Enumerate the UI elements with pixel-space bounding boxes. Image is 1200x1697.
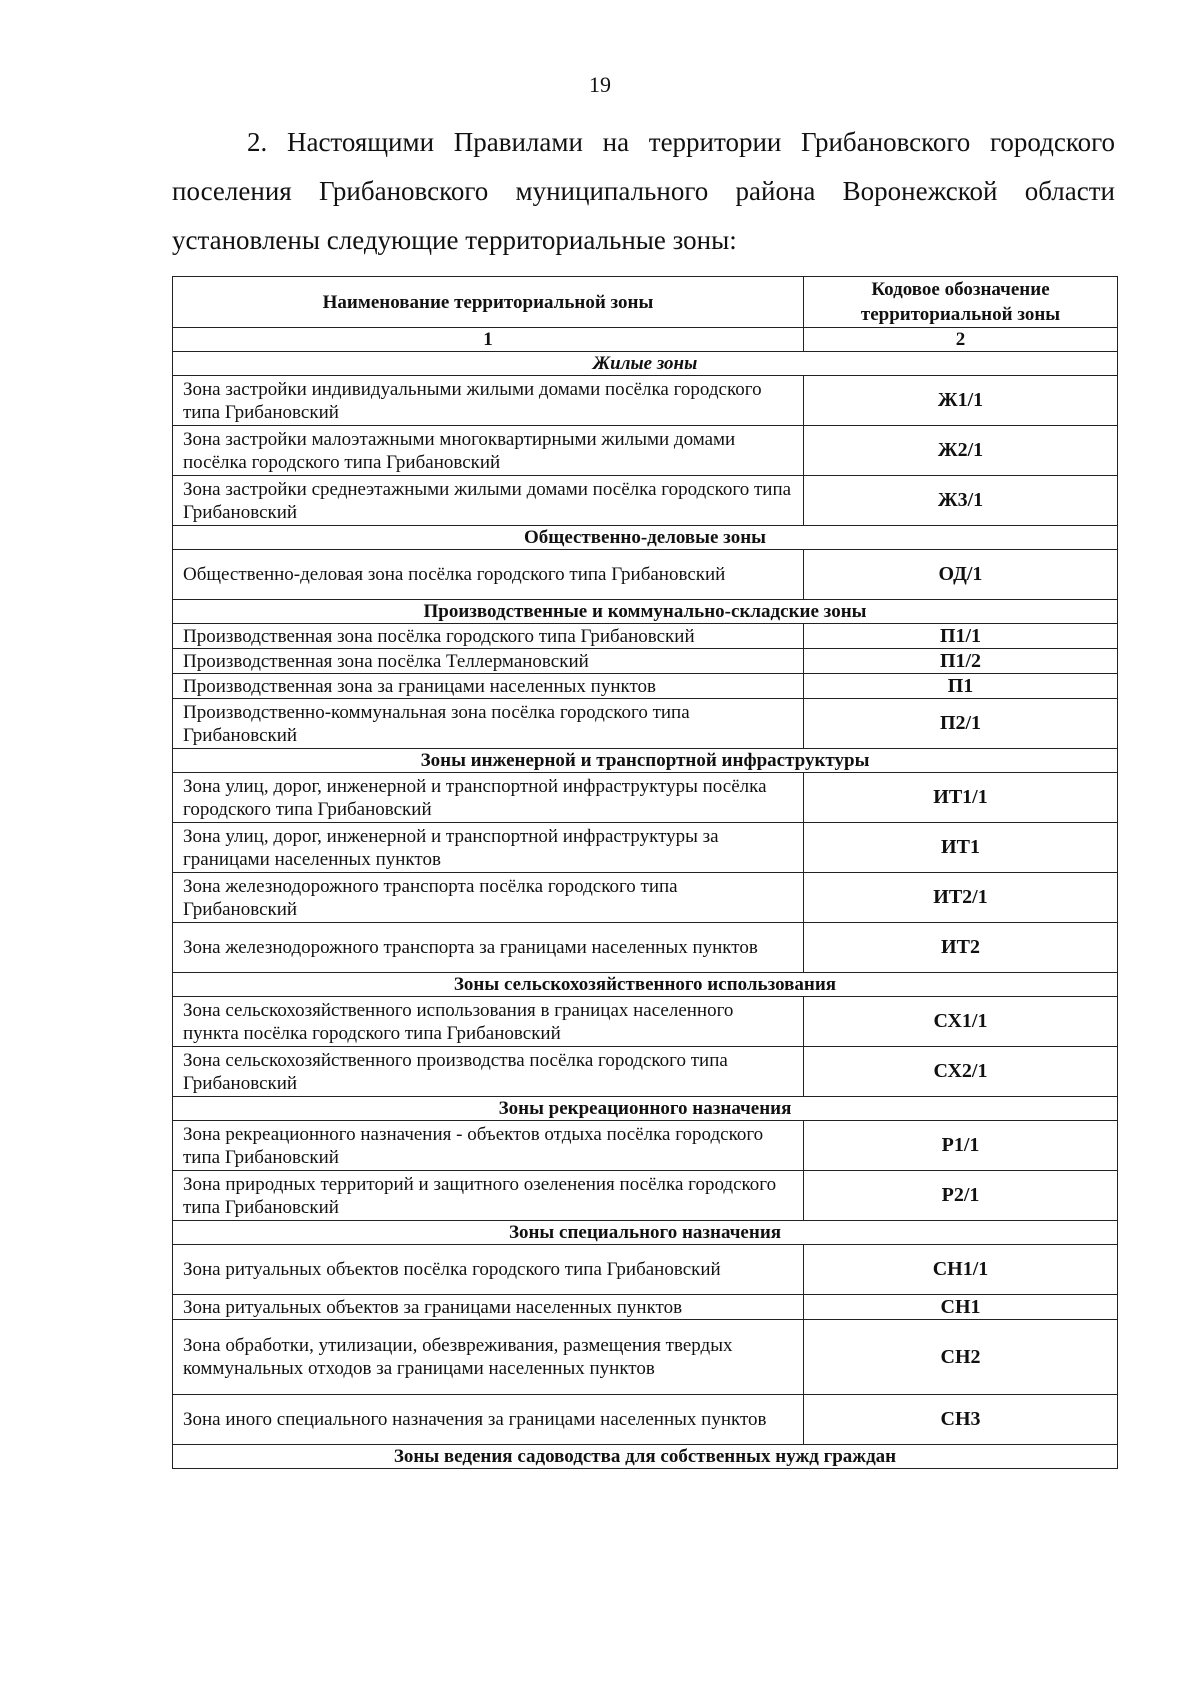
section-row [173,526,1118,550]
zone-code: ИТ1 [804,823,1118,873]
zone-name: Зона рекреационного назначения - объектов отдыха посёлка городского типа Грибановский [173,1121,804,1171]
zone-name: Производственная зона посёлка городского типа Грибановский [173,624,804,649]
intro-paragraph: 2. Настоящими Правилами на территории Грибановского городского поселения Грибановского муниципального района Воронежской области установлены следующие территориальные зоны: [172,127,1115,255]
zones-table-body [173,328,1118,1469]
column-number-2: 2 [804,328,1118,352]
table-row [173,997,1118,1047]
zone-code: СХ2/1 [804,1047,1118,1097]
section-title: Зоны сельскохозяйственного использования [173,973,1118,997]
table-row [173,1047,1118,1097]
zone-code: ИТ1/1 [804,773,1118,823]
table-row [173,649,1118,674]
zone-name: Зона иного специального назначения за границами населенных пунктов [173,1395,804,1445]
zone-name: Зона железнодорожного транспорта посёлка городского типа Грибановский [173,873,804,923]
section-title: Производственные и коммунально-складские зоны [173,600,1118,624]
column-number-row [173,328,1118,352]
table-row [173,1121,1118,1171]
zone-name: Зона сельскохозяйственного производства посёлка городского типа Грибановский [173,1047,804,1097]
section-row [173,352,1118,376]
table-row [173,674,1118,699]
section-row [173,1221,1118,1245]
table-row [173,426,1118,476]
zone-code: СН2 [804,1320,1118,1395]
zone-name: Зона железнодорожного транспорта за границами населенных пунктов [173,923,804,973]
zone-code: ИТ2 [804,923,1118,973]
zone-name: Общественно-деловая зона посёлка городского типа Грибановский [173,550,804,600]
zone-code: ИТ2/1 [804,873,1118,923]
section-row [173,1445,1118,1469]
section-title: Общественно-деловые зоны [173,526,1118,550]
zone-name: Зона улиц, дорог, инженерной и транспортной инфраструктуры посёлка городского типа Грибановский [173,773,804,823]
zones-table [172,276,1118,1469]
zone-name: Зона ритуальных объектов посёлка городского типа Грибановский [173,1245,804,1295]
table-row [173,923,1118,973]
table-row [173,550,1118,600]
zone-name: Зона улиц, дорог, инженерной и транспортной инфраструктуры за границами населенных пунктов [173,823,804,873]
zone-code: П1/2 [804,649,1118,674]
zone-code: Р1/1 [804,1121,1118,1171]
zone-code: СН1 [804,1295,1118,1320]
zone-code: СХ1/1 [804,997,1118,1047]
table-row [173,476,1118,526]
zone-name: Производственно-коммунальная зона посёлка городского типа Грибановский [173,699,804,749]
zone-name: Производственная зона за границами населенных пунктов [173,674,804,699]
zone-code: П2/1 [804,699,1118,749]
zone-code: СН1/1 [804,1245,1118,1295]
section-row [173,1097,1118,1121]
section-row [173,973,1118,997]
zone-code: Ж3/1 [804,476,1118,526]
section-title: Зоны инженерной и транспортной инфраструктуры [173,749,1118,773]
section-title: Зоны ведения садоводства для собственных нужд граждан [173,1445,1118,1469]
section-row [173,600,1118,624]
table-row [173,376,1118,426]
zone-code: П1 [804,674,1118,699]
zone-code: П1/1 [804,624,1118,649]
column-number-1: 1 [173,328,804,352]
table-row [173,773,1118,823]
header-zone-code: Кодовое обозначение территориальной зоны [804,277,1118,328]
section-title: Жилые зоны [173,352,1118,376]
table-row [173,873,1118,923]
section-row [173,749,1118,773]
zone-name: Зона обработки, утилизации, обезвреживания, размещения твердых коммунальных отходов за границами населенных пунктов [173,1320,804,1395]
zone-name: Зона застройки среднеэтажными жилыми домами посёлка городского типа Грибановский [173,476,804,526]
section-title: Зоны рекреационного назначения [173,1097,1118,1121]
zone-name: Зона природных территорий и защитного озеленения посёлка городского типа Грибановский [173,1171,804,1221]
header-zone-name: Наименование территориальной зоны [173,277,804,328]
zone-code: Ж1/1 [804,376,1118,426]
table-row [173,1245,1118,1295]
zone-name: Зона ритуальных объектов за границами населенных пунктов [173,1295,804,1320]
table-row [173,1320,1118,1395]
table-row [173,1295,1118,1320]
table-row [173,699,1118,749]
section-title: Зоны специального назначения [173,1221,1118,1245]
zone-name: Зона застройки индивидуальными жилыми домами посёлка городского типа Грибановский [173,376,804,426]
zone-name: Зона застройки малоэтажными многоквартирными жилыми домами посёлка городского типа Грибановский [173,426,804,476]
zone-code: СН3 [804,1395,1118,1445]
zone-name: Производственная зона посёлка Теллермановский [173,649,804,674]
table-row [173,1395,1118,1445]
page-number: 19 [589,72,611,97]
zone-name: Зона сельскохозяйственного использования в границах населенного пункта посёлка городского типа Грибановский [173,997,804,1047]
table-row [173,624,1118,649]
table-row [173,823,1118,873]
table-row [173,1171,1118,1221]
table-header-row [173,277,1118,328]
zone-code: Р2/1 [804,1171,1118,1221]
zone-code: Ж2/1 [804,426,1118,476]
zone-code: ОД/1 [804,550,1118,600]
